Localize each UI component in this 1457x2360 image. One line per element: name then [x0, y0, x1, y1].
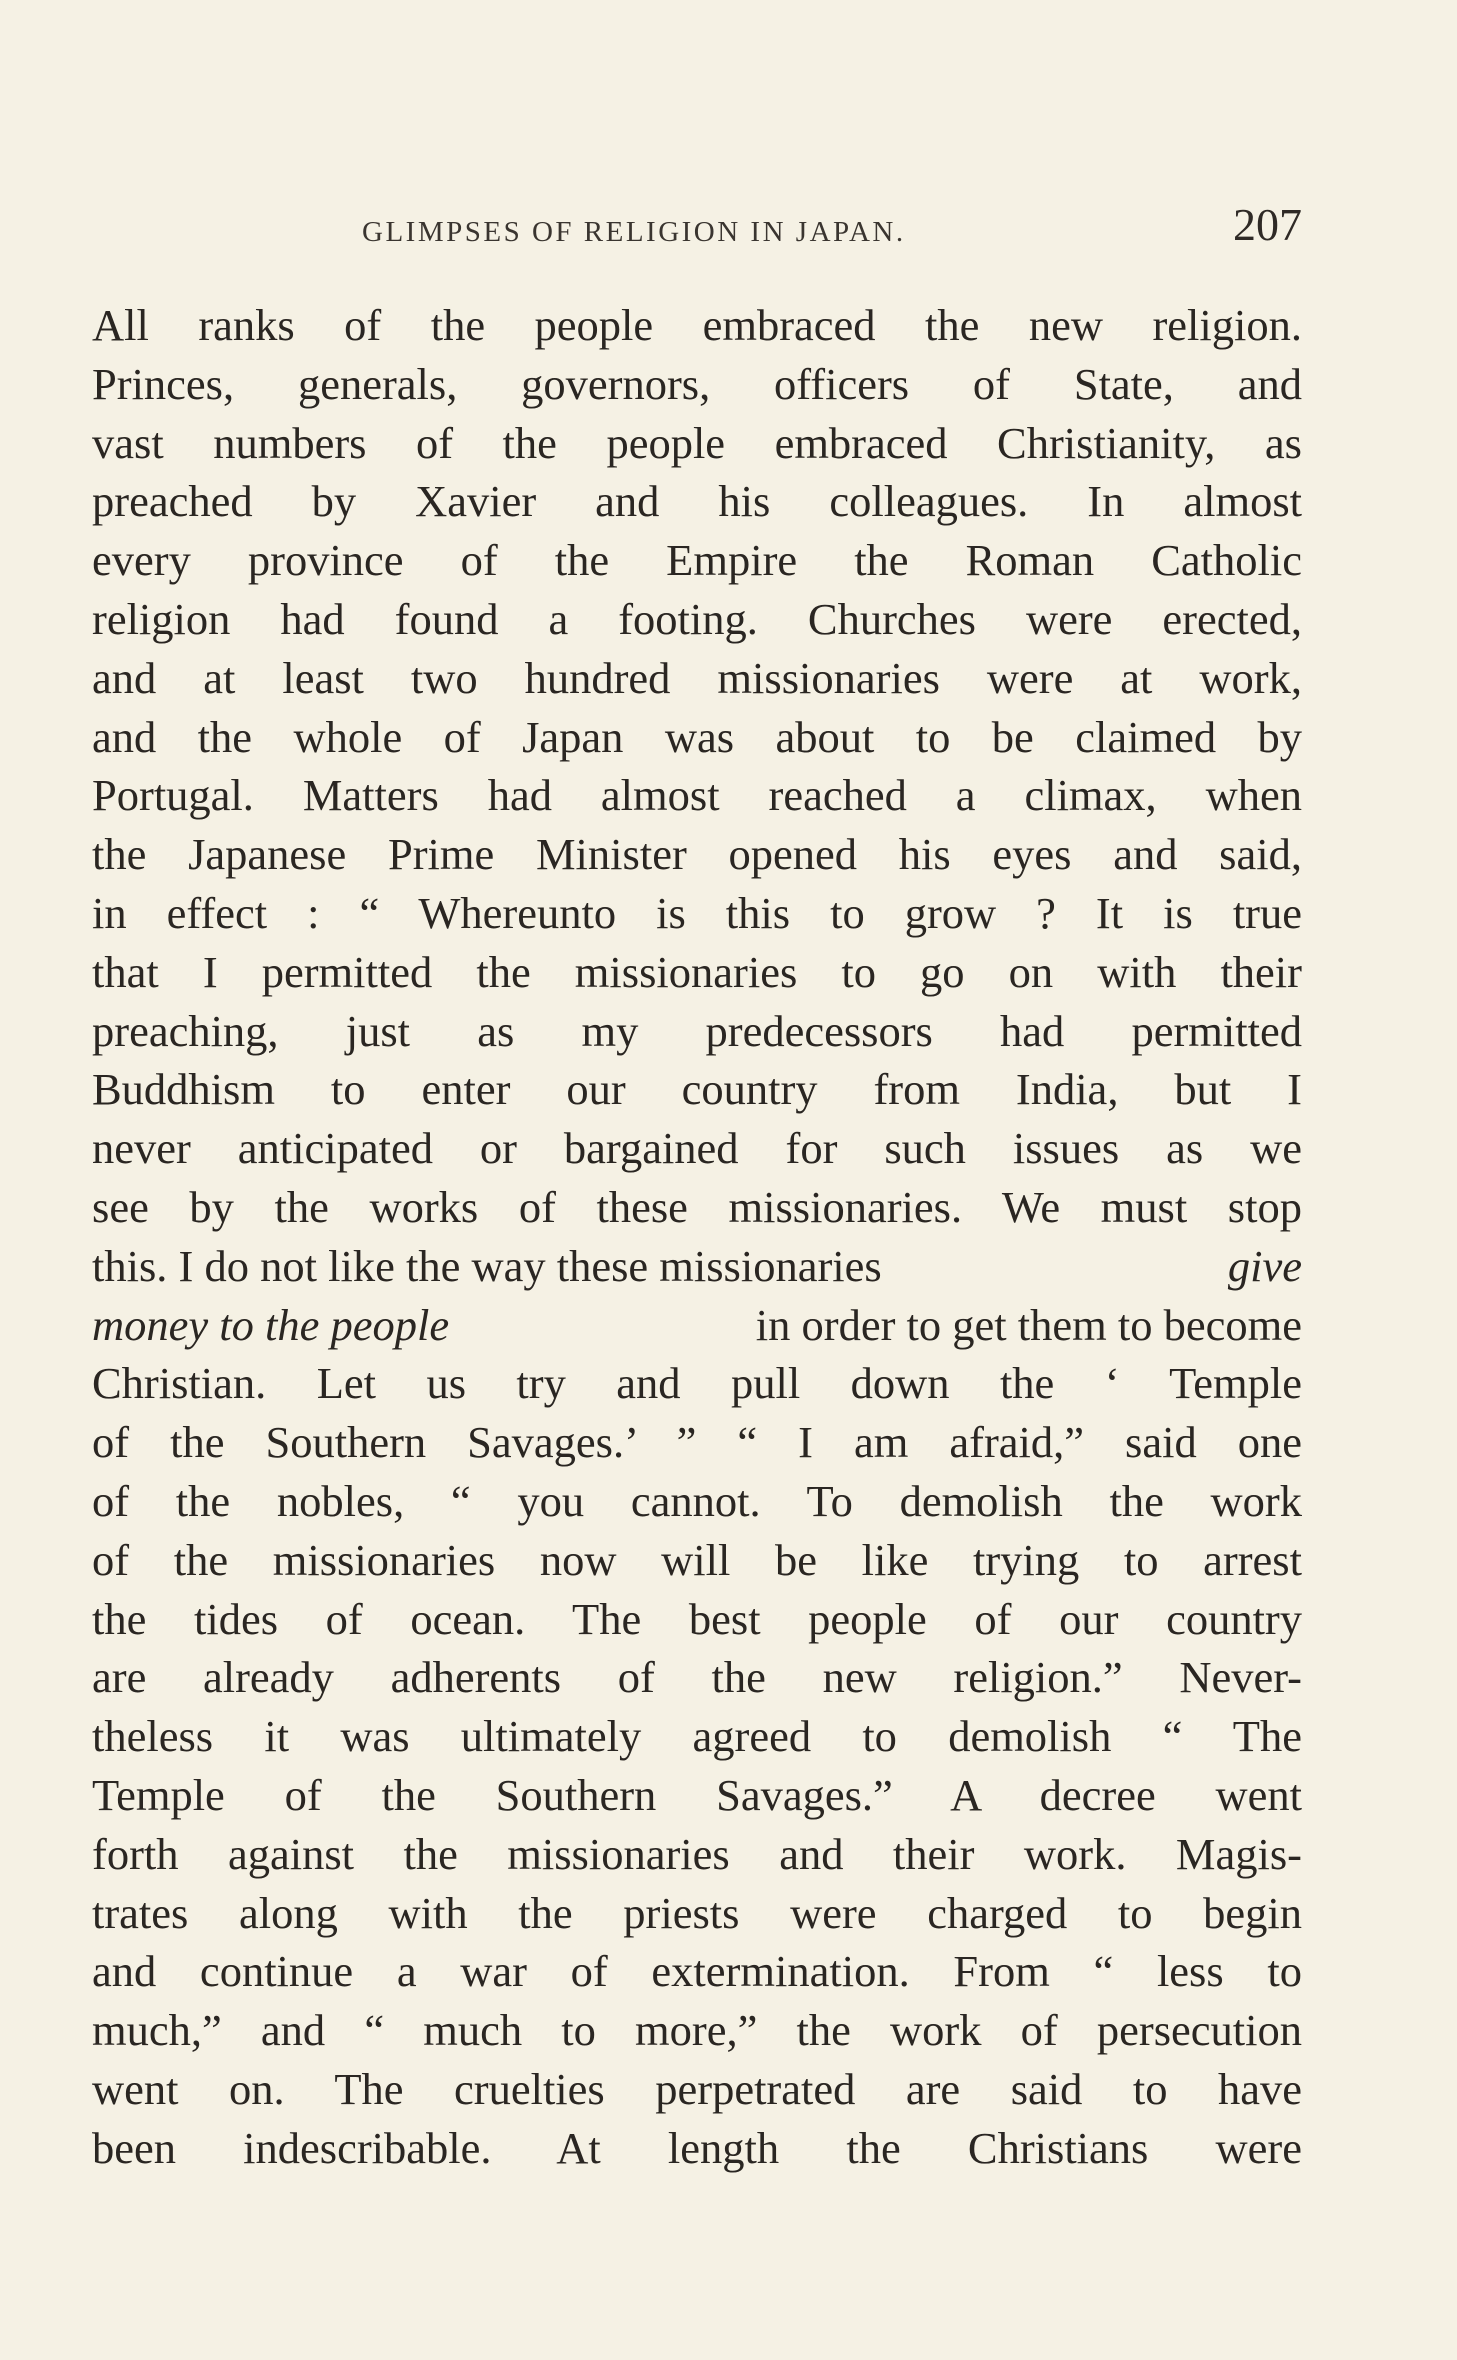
italic-phrase: give	[1227, 1240, 1302, 1291]
text-line: trates along with the priests were charged to begin	[92, 1887, 1302, 1938]
body-text	[92, 296, 1302, 2178]
text-line: of the missionaries now will be like trying to arrest	[92, 1534, 1302, 1585]
text-line: Buddhism to enter our country from India, but I	[92, 1064, 1302, 1115]
text-line: Temple of the Southern Savages.” A decree went	[92, 1769, 1302, 1820]
text-line-roman: in order to get them to become	[755, 1299, 1302, 1350]
text-line: the Japanese Prime Minister opened his eyes and said,	[92, 829, 1302, 880]
text-line: and at least two hundred missionaries were at work,	[92, 652, 1302, 703]
text-line: preaching, just as my predecessors had permitted	[92, 1005, 1302, 1056]
text-line: theless it was ultimately agreed to demolish “ The	[92, 1711, 1302, 1762]
text-line: Christian. Let us try and pull down the ‘ Temple	[92, 1358, 1302, 1409]
text-line: Princes, generals, governors, officers of State, and	[92, 358, 1302, 409]
text-line: religion had found a footing. Churches were erected,	[92, 593, 1302, 644]
text-line: went on. The cruelties perpetrated are said to have	[92, 2063, 1302, 2114]
text-line: Portugal. Matters had almost reached a climax, when	[92, 770, 1302, 821]
text-line: preached by Xavier and his colleagues. In almost	[92, 476, 1302, 527]
text-line: never anticipated or bargained for such issues as we	[92, 1123, 1302, 1174]
text-line: in effect : “ Whereunto is this to grow ? It is true	[92, 887, 1302, 938]
text-line-mixed	[92, 1237, 1302, 1296]
running-header	[92, 198, 1302, 258]
running-title: GLIMPSES OF RELIGION IN JAPAN.	[362, 216, 906, 248]
text-line: the tides of ocean. The best people of our country	[92, 1593, 1302, 1644]
text-line: of the Southern Savages.’ ” “ I am afraid,” said one	[92, 1417, 1302, 1468]
text-line: are already adherents of the new religion.” Never-	[92, 1652, 1302, 1703]
text-line: and the whole of Japan was about to be claimed by	[92, 711, 1302, 762]
text-line: vast numbers of the people embraced Christianity, as	[92, 417, 1302, 468]
text-line-roman: this. I do not like the way these missionaries	[92, 1240, 882, 1291]
text-line: much,” and “ much to more,” the work of persecution	[92, 2005, 1302, 2056]
text-line: of the nobles, “ you cannot. To demolish the work	[92, 1475, 1302, 1526]
text-line: that I permitted the missionaries to go on with their	[92, 946, 1302, 997]
text-line: every province of the Empire the Roman Catholic	[92, 535, 1302, 586]
text-line: and continue a war of extermination. From “ less to	[92, 1946, 1302, 1997]
text-line-mixed	[92, 1296, 1302, 1355]
text-line: see by the works of these missionaries. We must stop	[92, 1181, 1302, 1232]
text-line: All ranks of the people embraced the new religion.	[92, 300, 1302, 350]
italic-phrase: money to the people	[92, 1299, 450, 1350]
text-line: forth against the missionaries and their work. Magis-	[92, 1828, 1302, 1879]
page-number: 207	[1233, 199, 1302, 250]
text-line: been indescribable. At length the Christians were	[92, 2122, 1302, 2173]
